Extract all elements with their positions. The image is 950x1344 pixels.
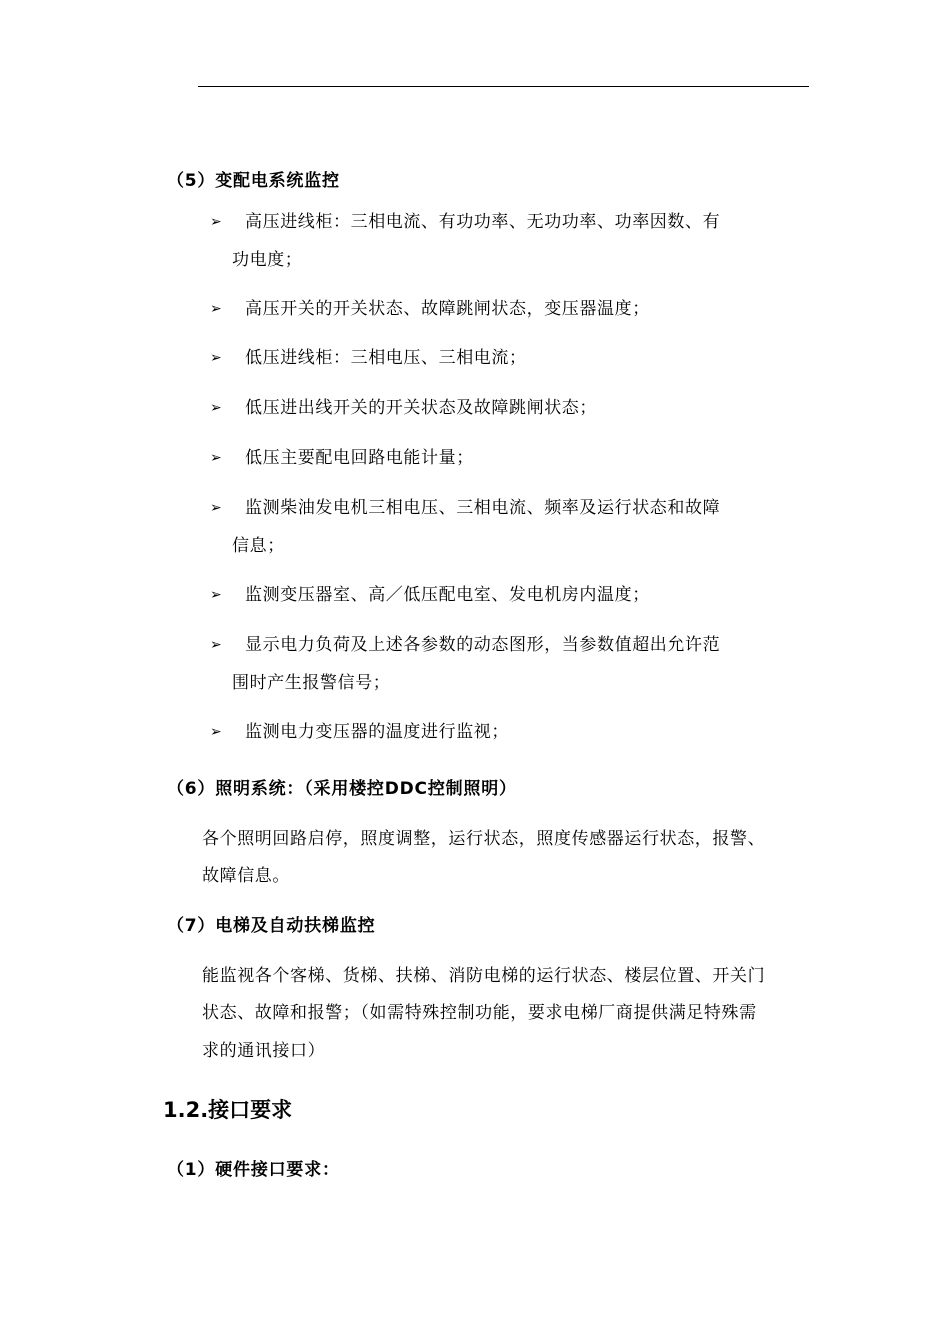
section-7-heading: （7）电梯及自动扶梯监控: [167, 916, 376, 936]
list-item: 监测柴油发电机三相电压、三相电流、频率及运行状态和故障: [245, 498, 721, 518]
list-item-continuation: 围时产生报警信号；: [232, 673, 391, 693]
bullet-arrow-icon: ➢: [210, 450, 222, 466]
bullet-arrow-icon: ➢: [210, 214, 222, 230]
list-item: 高压开关的开关状态、故障跳闸状态，变压器温度；: [245, 299, 650, 319]
bullet-arrow-icon: ➢: [210, 350, 222, 366]
section-1-2-heading: 1.2.接口要求: [163, 1098, 293, 1122]
bullet-arrow-icon: ➢: [210, 724, 222, 740]
list-item: 显示电力负荷及上述各参数的动态图形，当参数值超出允许范: [245, 635, 721, 655]
bullet-arrow-icon: ➢: [210, 587, 222, 603]
section-6-heading: （6）照明系统：（采用楼控DDC控制照明）: [167, 779, 517, 799]
bullet-arrow-icon: ➢: [210, 500, 222, 516]
list-item-continuation: 信息；: [232, 536, 285, 556]
section-5-heading: （5）变配电系统监控: [167, 171, 340, 191]
bullet-arrow-icon: ➢: [210, 400, 222, 416]
paragraph-line: 各个照明回路启停，照度调整，运行状态，照度传感器运行状态，报警、: [202, 829, 766, 849]
list-item: 低压进线柜：三相电压、三相电流；: [245, 348, 527, 368]
paragraph-line: 能监视各个客梯、货梯、扶梯、消防电梯的运行状态、楼层位置、开关门: [202, 966, 766, 986]
paragraph-line: 故障信息。: [202, 866, 290, 886]
header-rule: [198, 86, 809, 87]
paragraph-line: 求的通讯接口）: [202, 1041, 326, 1061]
bullet-arrow-icon: ➢: [210, 637, 222, 653]
subsection-heading: （1）硬件接口要求：: [167, 1160, 340, 1180]
list-item: 低压主要配电回路电能计量；: [245, 448, 474, 468]
paragraph-line: 状态、故障和报警；（如需特殊控制功能，要求电梯厂商提供满足特殊需: [202, 1003, 757, 1023]
bullet-arrow-icon: ➢: [210, 301, 222, 317]
list-item: 监测变压器室、高／低压配电室、发电机房内温度；: [245, 585, 650, 605]
list-item: 监测电力变压器的温度进行监视；: [245, 722, 509, 742]
list-item: 低压进出线开关的开关状态及故障跳闸状态；: [245, 398, 597, 418]
list-item-continuation: 功电度；: [232, 250, 303, 270]
list-item: 高压进线柜：三相电流、有功功率、无功功率、功率因数、有: [245, 212, 721, 232]
